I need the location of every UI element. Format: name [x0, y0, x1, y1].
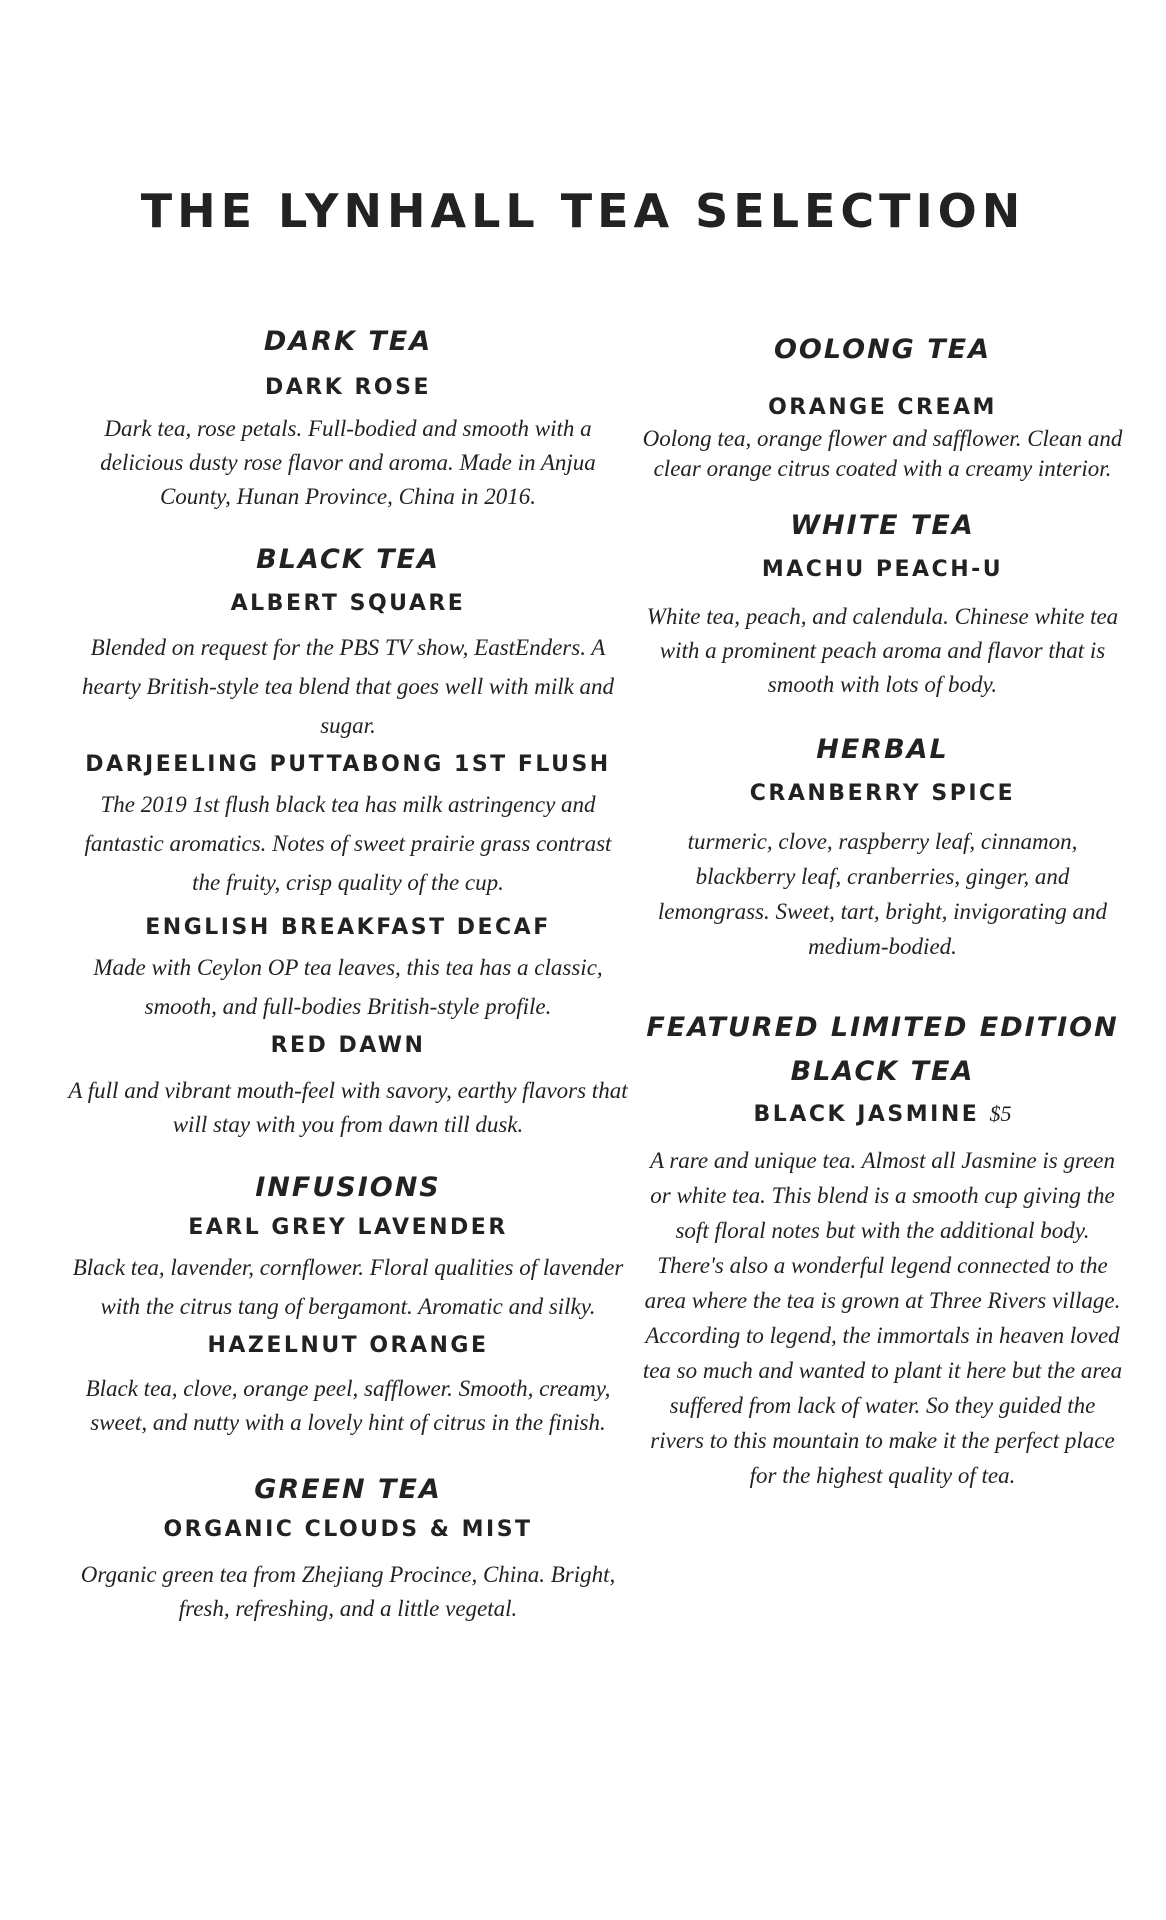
item-name: ENGLISH BREAKFAST DECAF — [145, 915, 551, 940]
item-name-with-price — [640, 1094, 1125, 1135]
section-oolong-tea — [640, 330, 1125, 484]
item-description: White tea, peach, and calendula. Chinese white tea with a prominent peach aroma and flavor that is smooth with lots of body. — [646, 604, 1119, 697]
page-title: THE LYNHALL TEA SELECTION — [140, 184, 1026, 238]
item-description: The 2019 1st flush black tea has milk astringency and fantastic aromatics. Notes of sweet prairie grass contrast the fruity, crisp quality of the cup. — [84, 792, 612, 895]
item-name: CRANBERRY SPICE — [749, 781, 1016, 806]
section-herbal — [640, 730, 1125, 964]
item-name: BLACK JASMINE — [753, 1102, 980, 1127]
item-description: Organic green tea from Zhejiang Procince, China. Bright, fresh, refreshing, and a little vegetal. — [80, 1562, 616, 1621]
item-name: ALBERT SQUARE — [230, 591, 466, 616]
item-name: DARK ROSE — [265, 375, 431, 400]
category-heading: INFUSIONS — [255, 1172, 441, 1203]
item-name: EARL GREY LAVENDER — [188, 1215, 508, 1240]
item-name: ORGANIC CLOUDS & MIST — [163, 1517, 533, 1542]
item-description: turmeric, clove, raspberry leaf, cinnamon, blackberry leaf, cranberries, ginger, and lemongrass. Sweet, tart, bright, invigorating and medium-bodied. — [657, 829, 1108, 959]
item-name: HAZELNUT ORANGE — [207, 1333, 489, 1358]
item-name: RED DAWN — [270, 1033, 426, 1058]
category-heading: WHITE TEA — [790, 510, 975, 541]
category-heading: BLACK TEA — [256, 544, 440, 575]
section-white-tea — [640, 506, 1125, 702]
category-heading: DARK TEA — [263, 326, 433, 357]
item-name: ORANGE CREAM — [768, 395, 997, 420]
section-featured-limited-edition — [640, 1008, 1125, 1493]
item-price: $5 — [989, 1101, 1012, 1126]
section-dark-tea — [68, 322, 628, 514]
item-name: DARJEELING PUTTABONG 1ST FLUSH — [85, 752, 611, 777]
right-column — [640, 330, 1125, 1493]
category-heading: FEATURED LIMITED EDITION — [646, 1012, 1119, 1043]
item-description: A rare and unique tea. Almost all Jasmine is green or white tea. This blend is a smooth cup giving the soft floral notes but with the additional body. There's also a wonderful legend connected to the area where the tea is grown at Three Rivers village. According to legend, the immortals in heaven loved tea so much and wanted to plant it here but the area suffered from lack of water. So they guided the rivers to this mountain to make it the perfect place for the highest quality of tea. — [642, 1148, 1123, 1488]
item-description: A full and vibrant mouth-feel with savory, earthy flavors that will stay with you from dawn till dusk. — [68, 1078, 628, 1137]
item-name: MACHU PEACH-U — [761, 557, 1004, 582]
section-black-tea — [68, 540, 628, 1142]
section-infusions — [68, 1168, 628, 1440]
item-description: Black tea, clove, orange peel, safflower. Smooth, creamy, sweet, and nutty with a lovely hint of citrus in the finish. — [85, 1376, 611, 1435]
category-heading: HERBAL — [816, 734, 949, 765]
left-column — [68, 322, 628, 1626]
section-green-tea — [68, 1470, 628, 1626]
category-heading: OOLONG TEA — [773, 334, 991, 365]
category-heading-line2: BLACK TEA — [790, 1056, 975, 1087]
item-description: Dark tea, rose petals. Full-bodied and smooth with a delicious dusty rose flavor and aroma. Made in Anjua County, Hunan Province, China in 2016. — [100, 416, 596, 509]
item-description: Blended on request for the PBS TV show, EastEnders. A hearty British-style tea blend that goes well with milk and sugar. — [81, 635, 615, 738]
item-description: Black tea, lavender, cornflower. Floral qualities of lavender with the citrus tang of bergamont. Aromatic and silky. — [72, 1255, 624, 1319]
item-description: Oolong tea, orange flower and safflower. Clean and clear orange citrus coated with a creamy interior. — [642, 426, 1123, 481]
item-description: Made with Ceylon OP tea leaves, this tea has a classic, smooth, and full-bodies British-style profile. — [93, 955, 603, 1019]
category-heading: GREEN TEA — [254, 1474, 442, 1505]
